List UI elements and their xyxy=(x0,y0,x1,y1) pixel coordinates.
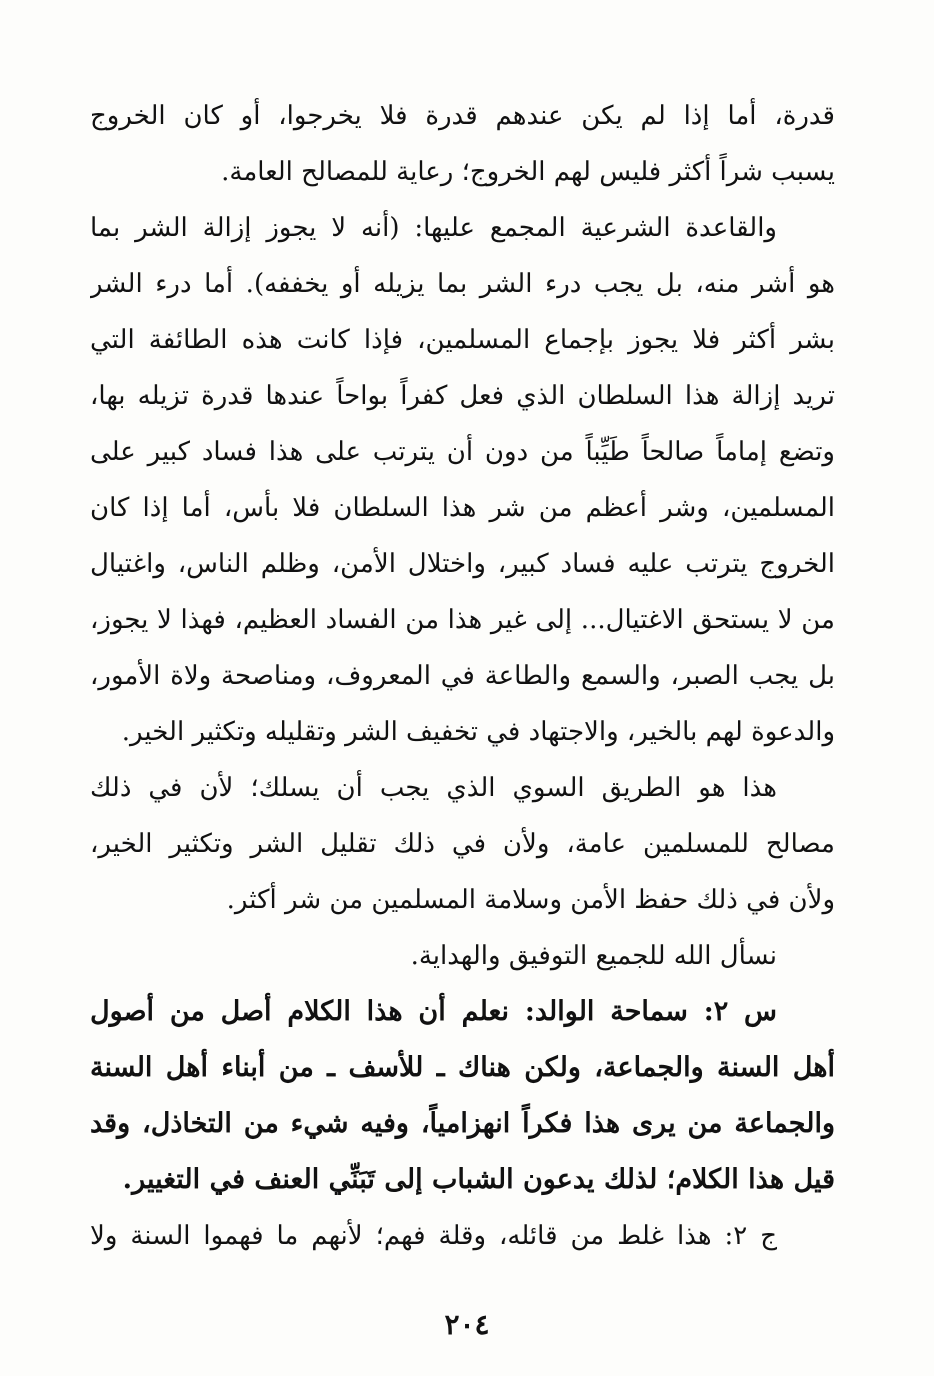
paragraph-3 xyxy=(90,760,835,928)
answer-2 xyxy=(90,1208,835,1264)
text-line: والجماعة من يرى هذا فكراً انهزامياً، وفيه شيء من التخاذل، وقد xyxy=(90,1108,835,1139)
question-2 xyxy=(90,984,835,1208)
text-line: قدرة، أما إذا لم يكن عندهم قدرة فلا يخرجوا، أو كان الخروج xyxy=(90,101,835,131)
text-line: والدعوة لهم بالخير، والاجتهاد في تخفيف الشر وتقليله وتكثير الخير. xyxy=(121,717,835,747)
text-line: تريد إزالة هذا السلطان الذي فعل كفراً بواحاً عندها قدرة تزيله بها، xyxy=(90,381,835,411)
text-line: المسلمين، وشر أعظم من شر هذا السلطان فلا بأس، أما إذا كان xyxy=(90,493,835,523)
paragraph-4 xyxy=(90,928,835,984)
text-line: قيل هذا الكلام؛ لذلك يدعون الشباب إلى تَبَنِّي العنف في التغيير. xyxy=(122,1164,835,1195)
text-line: نسأل الله للجميع التوفيق والهداية. xyxy=(410,941,777,971)
page-body-text xyxy=(90,88,835,1264)
text-line: من لا يستحق الاغتيال... إلى غير هذا من الفساد العظيم، فهذا لا يجوز، xyxy=(90,605,835,635)
text-line: ج ٢: هذا غلط من قائله، وقلة فهم؛ لأنهم ما فهموا السنة ولا xyxy=(90,1221,777,1251)
text-line: مصالح للمسلمين عامة، ولأن في ذلك تقليل الشر وتكثير الخير، xyxy=(90,829,835,859)
text-line: س ٢: سماحة الوالد: نعلم أن هذا الكلام أصل من أصول xyxy=(90,996,777,1027)
text-line: هذا هو الطريق السوي الذي يجب أن يسلك؛ لأن في ذلك xyxy=(90,773,777,803)
paragraph-1 xyxy=(90,88,835,200)
text-line: والقاعدة الشرعية المجمع عليها: (أنه لا يجوز إزالة الشر بما xyxy=(90,213,777,243)
text-line: بل يجب الصبر، والسمع والطاعة في المعروف، ومناصحة ولاة الأمور، xyxy=(90,661,835,691)
text-line: ولأن في ذلك حفظ الأمن وسلامة المسلمين من شر أكثر. xyxy=(226,885,835,915)
text-line: هو أشر منه، بل يجب درء الشر بما يزيله أو يخففه). أما درء الشر xyxy=(90,269,835,299)
text-line: الخروج يترتب عليه فساد كبير، واختلال الأمن، وظلم الناس، واغتيال xyxy=(90,549,835,579)
text-line: يسبب شراً أكثر فليس لهم الخروج؛ رعاية للمصالح العامة. xyxy=(221,157,835,187)
text-line: وتضع إماماً صالحاً طَيِّباً من دون أن يترتب على هذا فساد كبير على xyxy=(90,437,835,467)
page-number: ٢٠٤ xyxy=(444,1308,490,1341)
text-line: أهل السنة والجماعة، ولكن هناك ـ للأسف ـ من أبناء أهل السنة xyxy=(90,1052,835,1083)
text-line: بشر أكثر فلا يجوز بإجماع المسلمين، فإذا كانت هذه الطائفة التي xyxy=(90,325,835,355)
paragraph-2 xyxy=(90,200,835,760)
